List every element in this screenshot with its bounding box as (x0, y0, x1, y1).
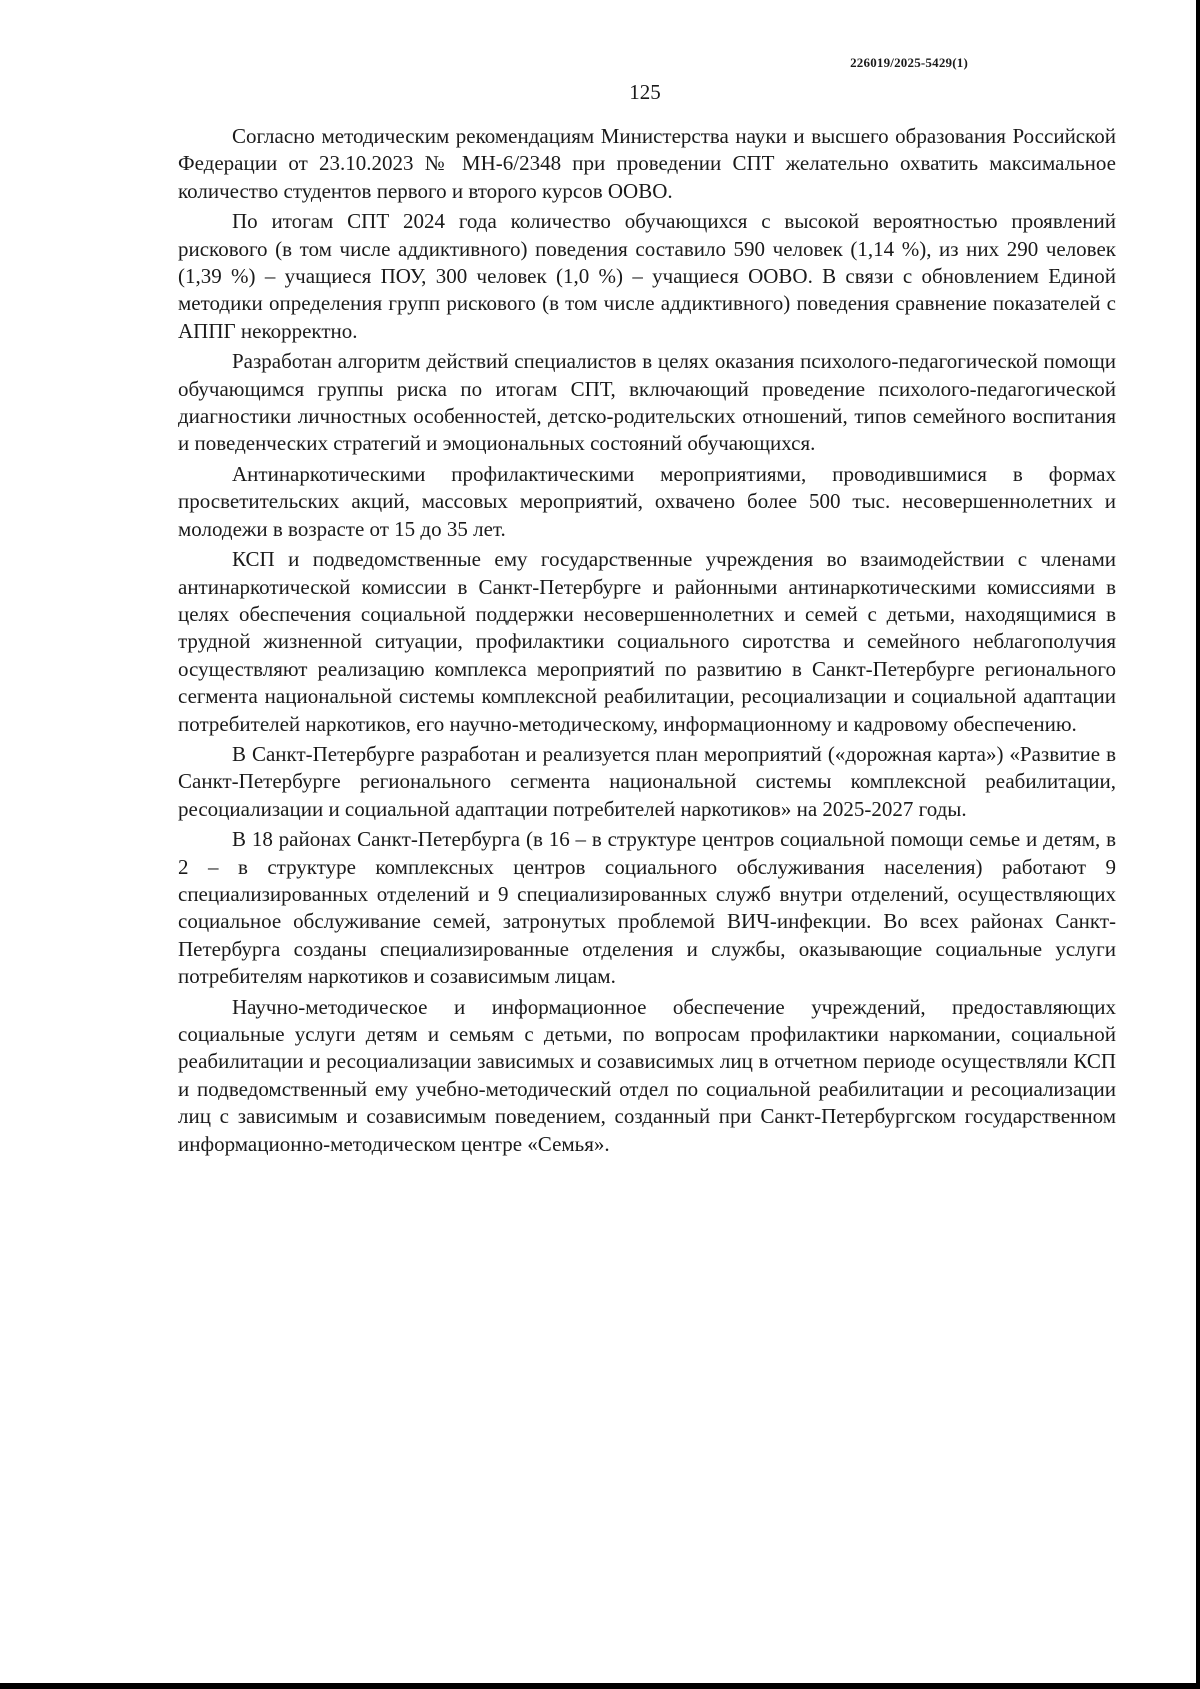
paragraph: В 18 районах Санкт-Петербурга (в 16 – в структуре центров социальной помощи семье и детям, в 2 – в структуре комплексных центров социального обслуживания населения) работают 9 специализированных отделений и 9 специализированных служб внутри отделений, осуществляющих социальное обслуживание семей, затронутых проблемой ВИЧ-инфекции. Во всех районах Санкт-Петербурга созданы специализированные отделения и службы, оказывающие социальные услуги потребителям наркотиков и созависимым лицам. (178, 827, 1116, 989)
document-body (178, 123, 1116, 1161)
paragraph: Согласно методическим рекомендациям Министерства науки и высшего образования Российской Федерации от 23.10.2023 № МН-6/2348 при проведении СПТ желательно охватить максимальное количество студентов первого и второго курсов ООВО. (178, 124, 1116, 203)
scan-edge-right (1196, 0, 1200, 1689)
paragraph: Научно-методическое и информационное обеспечение учреждений, предоставляющих социальные услуги детям и семьям с детьми, по вопросам профилактики наркомании, социальной реабилитации и ресоциализации зависимых и созависимых лиц в отчетном периоде осуществляли КСП и подведомственный ему учебно-методический отдел по социальной реабилитации и ресоциализации лиц с зависимым и созависимым поведением, созданный при Санкт-Петербургском государственном информационно-методическом центре «Семья». (178, 994, 1116, 1156)
paragraph: По итогам СПТ 2024 года количество обучающихся с высокой вероятностью проявлений рискового (в том числе аддиктивного) поведения составило 590 человек (1,14 %), из них 290 человек (1,39 %) – учащиеся ПОУ, 300 человек (1,0 %) – учащиеся ООВО. В связи с обновлением Единой методики определения групп рискового (в том числе аддиктивного) поведения сравнение показателей с АППГ некорректно. (178, 209, 1116, 343)
paragraph: Разработан алгоритм действий специалистов в целях оказания психолого-педагогической помощи обучающимся группы риска по итогам СПТ, включающий проведение психолого-педагогической диагностики личностных особенностей, детско-родительских отношений, типов семейного воспитания и поведенческих стратегий и эмоциональных состояний обучающихся. (178, 349, 1116, 456)
paragraph: КСП и подведомственные ему государственные учреждения во взаимодействии с членами антинаркотической комиссии в Санкт-Петербурге и районными антинаркотическими комиссиями в целях обеспечения социальной поддержки несовершеннолетних и семей с детьми, находящимися в трудной жизненной ситуации, профилактики социального сиротства и семейного неблагополучия осуществляют реализацию комплекса мероприятий по развитию в Санкт-Петербурге регионального сегмента национальной системы комплексной реабилитации, ресоциализации и социальной адаптации потребителей наркотиков, его научно-методическому, информационному и кадровому обеспечению. (178, 547, 1116, 736)
scan-edge-bottom (0, 1683, 1200, 1689)
paragraph: В Санкт-Петербурге разработан и реализуется план мероприятий («дорожная карта») «Развитие в Санкт-Петербурге регионального сегмента национальной системы комплексной реабилитации, ресоциализации и социальной адаптации потребителей наркотиков» на 2025-2027 годы. (178, 741, 1116, 821)
page-number: 125 (629, 80, 661, 104)
document-registration-number: 226019/2025-5429(1) (850, 55, 968, 70)
paragraph: Антинаркотическими профилактическими мероприятиями, проводившимися в формах просветительских акций, массовых мероприятий, охвачено более 500 тыс. несовершеннолетних и молодежи в возрасте от 15 до 35 лет. (178, 461, 1116, 541)
